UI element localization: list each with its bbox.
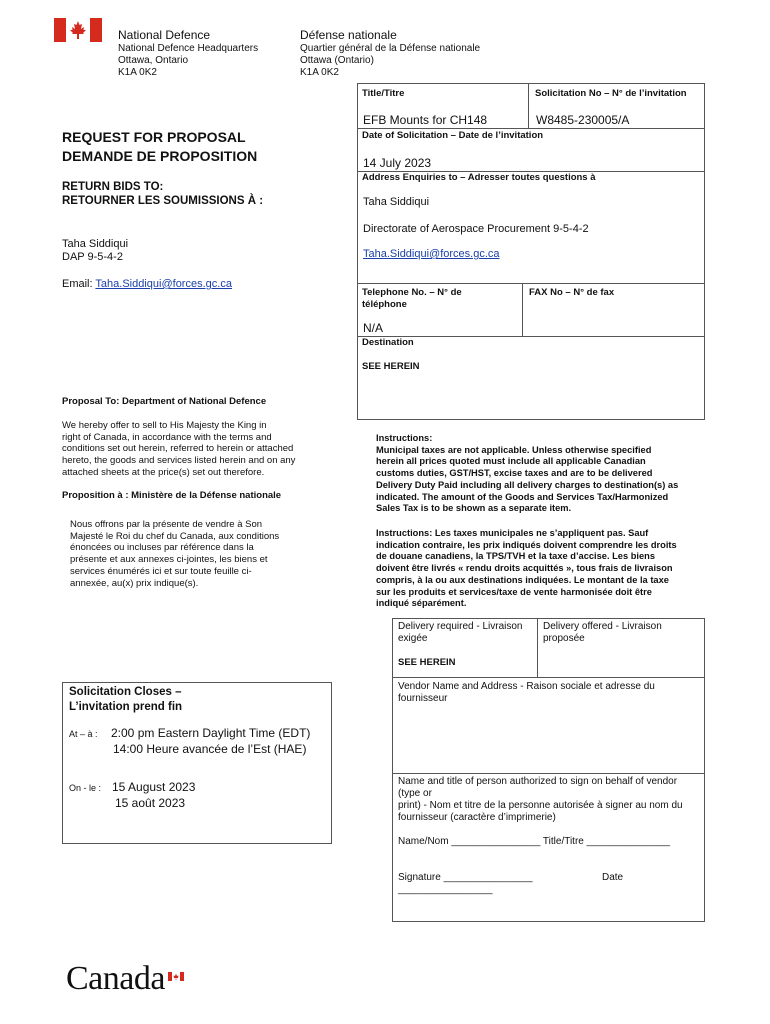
divider — [392, 677, 705, 678]
closes-date-fr: 15 août 2023 — [115, 796, 186, 810]
delivery-see-herein: SEE HEREIN — [398, 657, 456, 668]
address-line: Ottawa (Ontario) — [300, 55, 374, 66]
label-line: Vendor Name and Address - Raison sociale et adresse du — [398, 681, 655, 692]
instruction-line: Delivery Duty Paid including all delivery charges to destination(s) as — [376, 479, 679, 490]
instruction-line: de douane canadiens, la TPS/TVH et la taxe d’accise. Les biens — [376, 551, 656, 562]
instruction-line: doivent être livrés « rendu droits acquittés », tous frais de livraison — [376, 563, 673, 574]
fax-label: FAX No – N° de fax — [529, 287, 615, 298]
label-line: Name and title of person authorized to sign on behalf of vendor — [398, 776, 678, 787]
signature-date-label: Date — [602, 872, 624, 883]
proposal-to-en: Proposal To: Department of National Defence — [62, 396, 267, 407]
return-email-link[interactable]: Taha.Siddiqui@forces.gc.ca — [95, 278, 232, 290]
enquiry-email-link[interactable]: Taha.Siddiqui@forces.gc.ca — [363, 248, 500, 260]
closes-at-label: At – à : — [69, 729, 98, 739]
title-value: EFB Mounts for CH148 — [363, 113, 488, 127]
instructions-fr — [376, 528, 677, 610]
address-line: Quartier général de la Défense nationale — [300, 43, 481, 54]
closes-date — [112, 779, 195, 811]
closes-date-en: 15 August 2023 — [112, 780, 196, 794]
signature-field[interactable]: Signature ________________ — [398, 872, 533, 883]
offer-fr — [70, 519, 279, 589]
dept-name-en: National Defence — [118, 28, 211, 42]
offer-line: Nous offrons par la présente de vendre à Son — [70, 519, 263, 530]
offer-line: attached sheets at the price(s) set out therefore. — [62, 466, 265, 478]
delivery-offered-label — [543, 621, 662, 645]
closes-title — [69, 685, 182, 715]
label-line: proposée — [543, 633, 585, 644]
solicitation-label: Solicitation No – N° de l’invitation — [535, 88, 687, 99]
return-bids-en: RETURN BIDS TO: — [62, 181, 164, 193]
label-line: (type or — [398, 788, 432, 799]
instruction-line: Municipal taxes are not applicable. Unless otherwise specified — [376, 444, 652, 455]
closes-title-en: Solicitation Closes – — [69, 686, 182, 698]
rfp-title-en: REQUEST FOR PROPOSAL — [62, 129, 246, 145]
closes-time — [111, 725, 310, 757]
address-line: K1A 0K2 — [118, 67, 157, 78]
name-title-line[interactable]: Name/Nom ________________ Title/Titre _______________ — [398, 836, 671, 847]
return-bids-heading — [62, 180, 263, 208]
rfp-title — [62, 128, 257, 166]
address-line: Ottawa, Ontario — [118, 55, 189, 66]
telephone-label — [362, 287, 462, 311]
instruction-line: Sales Tax is to be shown as a separate item. — [376, 503, 572, 514]
divider — [392, 773, 705, 774]
offer-line: Majesté le Roi du chef du Canada, aux conditions — [70, 530, 280, 542]
destination-label: Destination — [362, 337, 414, 348]
signature-field-cont: _________________ — [398, 884, 493, 895]
label-line: fournisseur (caractère d’imprimerie) — [398, 812, 556, 823]
offer-line: We hereby offer to sell to His Majesty the King in — [62, 420, 267, 431]
label-line: fournisseur — [398, 693, 448, 704]
closes-title-fr: L’invitation prend fin — [69, 701, 183, 713]
offer-line: présente et aux annexes ci-jointes, les biens et — [70, 554, 268, 566]
offer-line: right of Canada, in accordance with the terms and — [62, 431, 272, 443]
instruction-line: indication contraire, les prix indiqués doivent comprendre les droits — [376, 539, 677, 550]
address-line: K1A 0K2 — [300, 67, 339, 78]
instruction-line: indiqué séparément. — [376, 598, 467, 609]
contact-name: Taha Siddiqui — [62, 238, 129, 250]
return-contact — [62, 238, 128, 264]
address-line: National Defence Headquarters — [118, 43, 259, 54]
offer-line: services énumérés ici et sur toute feuille ci- — [70, 565, 252, 577]
authorized-person-label — [398, 776, 683, 824]
label-line: Delivery offered - Livraison — [543, 621, 662, 632]
offer-line: hereto, the goods and services listed herein and on any — [62, 455, 296, 467]
divider — [357, 128, 705, 129]
destination-value: SEE HEREIN — [362, 361, 420, 372]
telephone-label-line: téléphone — [362, 299, 407, 310]
closes-time-en: 2:00 pm Eastern Daylight Time (EDT) — [111, 726, 311, 740]
solicitation-value: W8485-230005/A — [536, 113, 630, 127]
instruction-line: herein all prices quoted must include all applicable Canadian — [376, 456, 646, 467]
label-line: Delivery required - Livraison — [398, 621, 523, 632]
wordmark-text: Canada — [66, 960, 165, 997]
date-label: Date of Solicitation – Date de l’invitation — [362, 130, 544, 141]
signature-line[interactable] — [398, 872, 533, 896]
enquiry-name: Taha Siddiqui — [363, 196, 430, 208]
instruction-line: compris, à la ou aux destinations indiquées. Le montant de la taxe — [376, 574, 669, 585]
canada-flag-icon — [54, 18, 102, 42]
wordmark-flag-icon — [168, 968, 184, 977]
instruction-line: indicated. The amount of the Goods and Services Tax/Harmonized — [376, 491, 669, 502]
instructions-en — [376, 433, 678, 515]
divider — [357, 283, 705, 284]
label-line: print) - Nom et titre de la personne autorisée à signer au nom du — [398, 800, 683, 811]
divider — [522, 283, 523, 336]
instruction-line: sur les produits et services/taxe de vente harmonisée doit être — [376, 586, 652, 597]
instruction-line: Instructions: Les taxes municipales ne s’appliquent pas. Sauf — [376, 528, 649, 538]
telephone-label-line: Telephone No. – N° de — [362, 287, 462, 298]
date-value: 14 July 2023 — [363, 156, 432, 170]
closes-on-label: On - le : — [69, 783, 102, 793]
proposal-to-fr: Proposition à : Ministère de la Défense nationale — [62, 490, 282, 501]
offer-en — [62, 420, 295, 479]
instruction-line: Instructions: — [376, 433, 433, 443]
offer-line: énoncées ou incluses par référence dans la — [70, 542, 254, 554]
address-fr — [300, 43, 480, 79]
instruction-line: customs duties, GST/HST, excise taxes and are to be delivered — [376, 468, 653, 479]
address-en — [118, 43, 258, 79]
contact-dap: DAP 9-5-4-2 — [62, 251, 123, 263]
vendor-name-address-label — [398, 681, 655, 705]
delivery-required-label — [398, 621, 523, 645]
divider — [528, 83, 529, 129]
offer-line: annexée, au(x) prix indique(s). — [70, 577, 199, 589]
divider — [537, 618, 538, 677]
dept-name-fr: Défense nationale — [300, 28, 397, 42]
title-label: Title/Titre — [362, 88, 405, 99]
offer-line: conditions set out herein, referred to herein or attached — [62, 443, 294, 455]
label-line: exigée — [398, 633, 428, 644]
closes-time-fr: 14:00 Heure avancée de l’Est (HAE) — [113, 742, 307, 756]
return-bids-fr: RETOURNER LES SOUMISSIONS À : — [62, 195, 264, 207]
canada-wordmark — [66, 960, 165, 998]
enquiry-dept: Directorate of Aerospace Procurement 9-5-4-2 — [363, 223, 589, 235]
address-enquiries-label: Address Enquiries to – Adresser toutes questions à — [362, 172, 596, 183]
email-label: Email: — [62, 278, 96, 290]
rfp-title-fr: DEMANDE DE PROPOSITION — [62, 148, 258, 164]
return-email — [62, 278, 232, 290]
telephone-value: N/A — [363, 321, 384, 335]
